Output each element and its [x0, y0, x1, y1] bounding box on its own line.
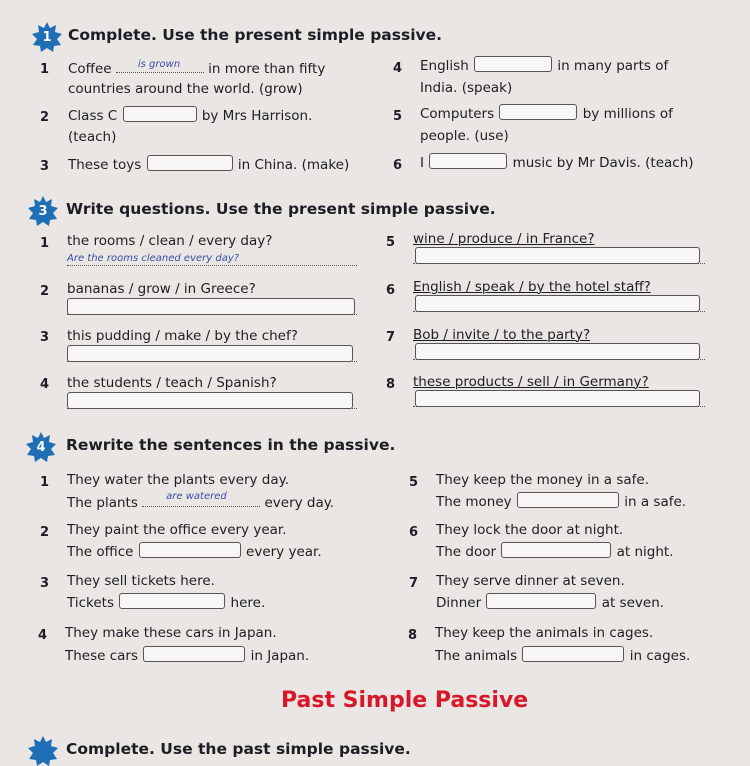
ex1-item-1-pre: Coffee: [68, 61, 116, 77]
ex4-item-7-number: 7: [409, 576, 419, 591]
ex3-item-3-answer-line: [67, 361, 357, 362]
ex3-item-4-number: 4: [40, 377, 50, 392]
ex4-item-2-number: 2: [40, 525, 50, 540]
ex4-item-6-number: 6: [409, 525, 419, 540]
ex3-item-2-answer-box[interactable]: [67, 298, 355, 315]
ex3-item-5-answer-line: [413, 263, 705, 264]
starburst-icon: [28, 736, 58, 766]
ex4-item-8-passive: [435, 648, 690, 665]
ex1-item-3-line1: [68, 157, 349, 174]
ex4-item-4-answer-box[interactable]: [143, 646, 245, 662]
ex3-item-4-answer-box[interactable]: [67, 392, 353, 409]
ex4-item-1-pre: The plants: [67, 495, 143, 511]
ex3-item-5-prompt: wine / produce / in France?: [413, 231, 595, 247]
ex1-item-6-number: 6: [393, 158, 403, 173]
ex4-item-3-number: 3: [40, 576, 50, 591]
exercise-1-title: Complete. Use the present simple passive.: [68, 26, 443, 44]
ex1-item-2-post: by Mrs Harrison.: [197, 108, 313, 124]
ex4-item-2-pre: The office: [67, 544, 138, 560]
ex3-item-5-answer-box[interactable]: [415, 247, 700, 264]
ex4-item-3-sentence: They sell tickets here.: [67, 573, 215, 589]
ex3-item-1-handwritten-answer[interactable]: Are the rooms cleaned every day?: [67, 252, 357, 266]
ex1-item-6-pre: I: [420, 155, 429, 171]
ex3-item-7-answer-line: [413, 359, 705, 360]
ex4-item-5-sentence: They keep the money in a safe.: [436, 472, 650, 488]
exercise-4-title: Rewrite the sentences in the passive.: [66, 436, 396, 454]
ex1-item-3-number: 3: [40, 159, 50, 174]
ex1-item-6-answer-box[interactable]: [429, 153, 507, 169]
ex3-item-7-prompt: Bob / invite / to the party?: [413, 327, 591, 343]
ex4-item-7-sentence: They serve dinner at seven.: [436, 573, 625, 589]
ex4-item-3-passive: [67, 595, 265, 612]
ex3-item-4-prompt: the students / teach / Spanish?: [67, 375, 277, 391]
ex3-item-6-number: 6: [386, 283, 396, 298]
ex4-item-1-post: every day.: [260, 495, 335, 511]
ex1-item-2-pre: Class C: [68, 108, 122, 124]
ex3-item-8-answer-box[interactable]: [415, 390, 700, 407]
ex1-item-5-line2: people. (use): [420, 128, 509, 144]
exercise-1-number: 1: [42, 29, 52, 45]
ex1-item-1-post: in more than fifty: [203, 61, 326, 77]
ex4-item-1-passive: [67, 491, 335, 512]
ex4-item-8-pre: The animals: [435, 648, 522, 664]
ex1-item-6-line1: [420, 155, 694, 172]
exercise-4-number: 4: [36, 439, 46, 455]
ex4-item-4-sentence: They make these cars in Japan.: [65, 625, 277, 641]
ex4-item-6-pre: The door: [436, 544, 501, 560]
ex4-item-5-number: 5: [409, 475, 419, 490]
ex1-item-5-pre: Computers: [420, 106, 499, 122]
ex3-item-4-answer-line: [67, 408, 357, 409]
ex1-item-4-number: 4: [393, 61, 403, 76]
ex4-item-5-pre: The money: [436, 494, 516, 510]
ex3-item-3-prompt: this pudding / make / by the chef?: [67, 328, 298, 344]
ex4-item-6-answer-box[interactable]: [501, 542, 611, 558]
ex1-item-1-number: 1: [40, 62, 50, 77]
ex4-item-8-post: in cages.: [625, 648, 691, 664]
ex3-item-8-number: 8: [386, 377, 396, 392]
ex3-item-8-prompt: these products / sell / in Germany?: [413, 374, 649, 390]
ex4-item-6-sentence: They lock the door at night.: [436, 522, 624, 538]
exercise-next-badge: [28, 736, 58, 766]
ex1-item-5-post: by millions of: [578, 106, 673, 122]
exercise-next-title: Complete. Use the past simple passive.: [66, 740, 411, 758]
ex3-item-1-prompt: the rooms / clean / every day?: [67, 233, 273, 249]
ex3-item-7-number: 7: [386, 330, 396, 345]
ex1-item-1-answer-line[interactable]: [116, 60, 204, 73]
ex3-item-2-answer-line: [67, 314, 357, 315]
ex1-item-4-pre: English: [420, 58, 474, 74]
ex4-item-5-post: in a safe.: [619, 494, 687, 510]
ex1-item-1-line2: countries around the world. (grow): [68, 81, 303, 97]
ex4-item-8-number: 8: [408, 628, 418, 643]
ex1-item-2-line1: [68, 108, 312, 125]
ex3-item-6-prompt: English / speak / by the hotel staff?: [413, 279, 651, 295]
ex1-item-4-line1: [420, 58, 668, 75]
ex1-item-1-handwritten-answer: is grown: [137, 59, 181, 70]
ex1-item-4-post: in many parts of: [553, 58, 669, 74]
exercise-4-badge: [26, 432, 56, 462]
ex4-item-1-handwritten-answer: are watered: [166, 491, 227, 502]
ex4-item-5-answer-box[interactable]: [517, 492, 619, 508]
section-title: Past Simple Passive: [281, 688, 529, 713]
ex4-item-6-post: at night.: [612, 544, 674, 560]
ex1-item-2-number: 2: [40, 110, 50, 125]
ex4-item-4-pre: These cars: [65, 648, 143, 664]
ex4-item-7-answer-box[interactable]: [486, 593, 596, 609]
ex4-item-4-post: in Japan.: [246, 648, 310, 664]
ex3-item-3-number: 3: [40, 330, 50, 345]
ex4-item-7-post: at seven.: [597, 595, 665, 611]
ex4-item-4-number: 4: [38, 628, 48, 643]
ex3-item-1-number: 1: [40, 236, 50, 251]
ex3-item-3-answer-box[interactable]: [67, 345, 353, 362]
ex4-item-1-sentence: They water the plants every day.: [67, 472, 289, 488]
exercise-3-badge: [28, 196, 58, 226]
ex4-item-1-number: 1: [40, 475, 50, 490]
ex4-item-7-pre: Dinner: [436, 595, 486, 611]
ex1-item-2-answer-box[interactable]: [123, 106, 197, 122]
ex3-item-5-number: 5: [386, 235, 396, 250]
exercise-1-badge: [32, 22, 62, 52]
ex3-item-6-answer-box[interactable]: [415, 295, 700, 312]
ex3-item-8-answer-line: [413, 406, 705, 407]
ex3-item-2-prompt: bananas / grow / in Greece?: [67, 281, 256, 297]
ex1-item-5-answer-box[interactable]: [499, 104, 577, 120]
ex1-item-3-pre: These toys: [68, 157, 146, 173]
ex1-item-3-answer-box[interactable]: [147, 155, 233, 171]
ex4-item-1-answer-line[interactable]: [142, 491, 260, 507]
ex4-item-3-pre: Tickets: [67, 595, 119, 611]
ex1-item-5-number: 5: [393, 109, 403, 124]
ex4-item-7-passive: [436, 595, 664, 612]
ex1-item-6-post: music by Mr Davis. (teach): [508, 155, 694, 171]
exercise-3-title: Write questions. Use the present simple passive.: [66, 200, 496, 218]
ex1-item-4-answer-box[interactable]: [474, 56, 552, 72]
ex4-item-3-post: here.: [226, 595, 266, 611]
ex1-item-4-line2: India. (speak): [420, 80, 513, 96]
exercise-3-number: 3: [38, 203, 48, 219]
ex1-item-2-line2: (teach): [68, 129, 117, 145]
ex4-item-6-passive: [436, 544, 674, 561]
ex1-item-5-line1: [420, 106, 673, 123]
ex4-item-4-passive: [65, 648, 309, 665]
ex4-item-2-passive: [67, 544, 322, 561]
ex4-item-2-post: every year.: [241, 544, 322, 560]
ex4-item-2-sentence: They paint the office every year.: [67, 522, 287, 538]
ex4-item-5-passive: [436, 494, 686, 511]
ex4-item-2-answer-box[interactable]: [139, 542, 241, 558]
ex4-item-3-answer-box[interactable]: [119, 593, 225, 609]
ex3-item-2-number: 2: [40, 284, 50, 299]
ex1-item-3-post: in China. (make): [233, 157, 350, 173]
ex1-item-1-line1: [68, 60, 325, 78]
ex3-item-7-answer-box[interactable]: [415, 343, 700, 360]
ex3-item-6-answer-line: [413, 311, 705, 312]
ex4-item-8-answer-box[interactable]: [522, 646, 624, 662]
ex4-item-8-sentence: They keep the animals in cages.: [435, 625, 654, 641]
